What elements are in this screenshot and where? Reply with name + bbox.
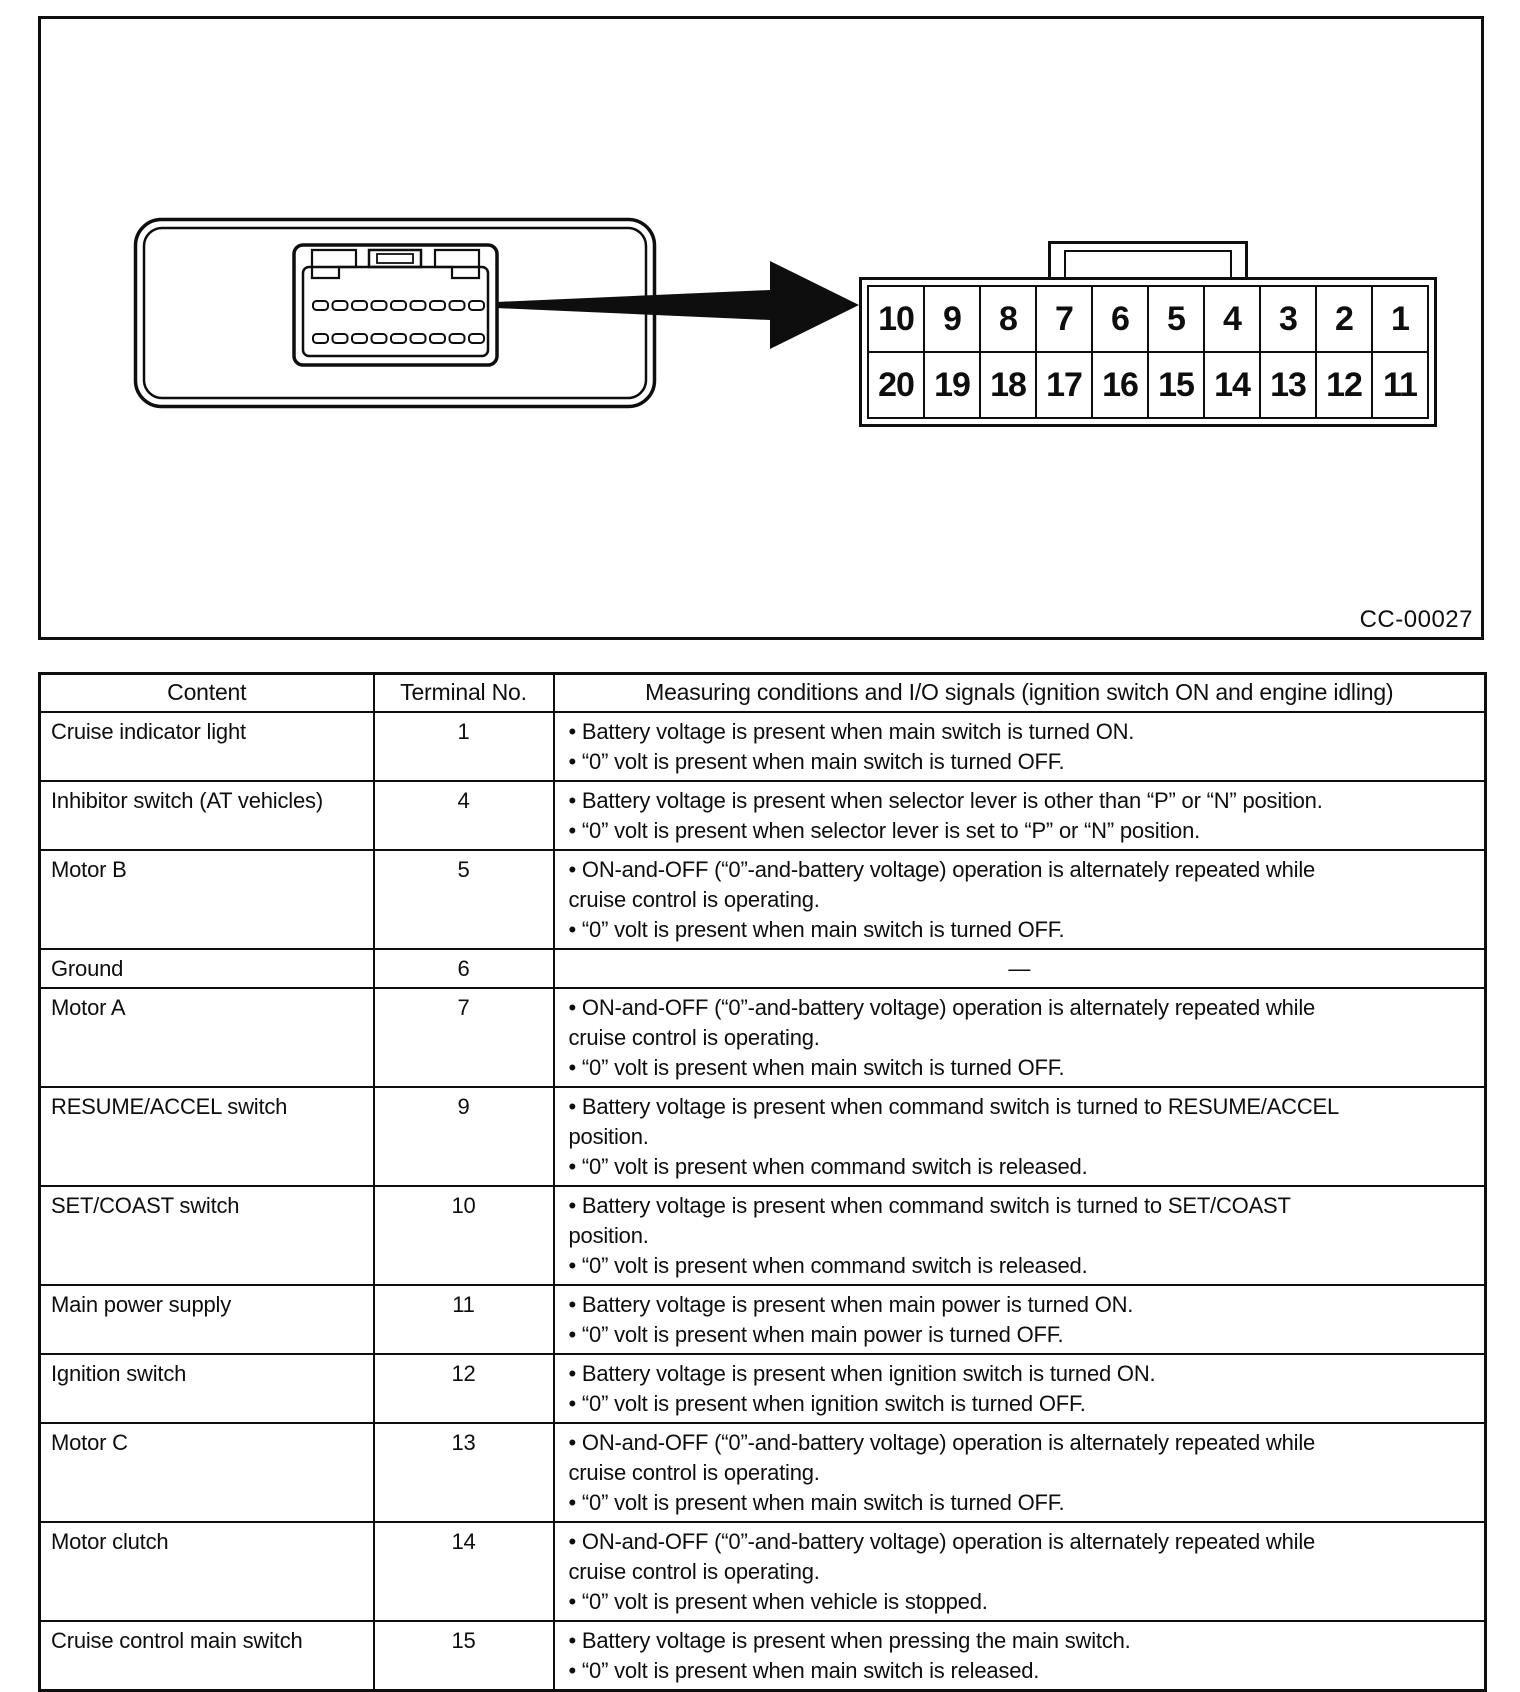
condition-line: • “0” volt is present when vehicle is stopped. (568, 1588, 988, 1614)
content-cell: Ground (40, 949, 374, 988)
pin-cell: 15 (1148, 352, 1204, 418)
io-table-head-row (40, 674, 1486, 712)
content-cell: Ignition switch (40, 1354, 374, 1423)
condition-line: • “0” volt is present when ignition switch is turned OFF. (568, 1390, 1086, 1416)
table-row (40, 1186, 1486, 1285)
condition-line: • ON-and-OFF (“0”-and-battery voltage) operation is alternately repeated while (568, 1429, 1316, 1455)
condition-line: • “0” volt is present when command switch is released. (568, 1153, 1088, 1179)
conditions-cell (554, 1186, 1486, 1285)
io-table-header: Terminal No. (374, 674, 554, 712)
pin-cell: 4 (1204, 286, 1260, 352)
table-row (40, 1087, 1486, 1186)
table-row (40, 1354, 1486, 1423)
content-cell: Motor C (40, 1423, 374, 1522)
io-table-body (40, 712, 1486, 1691)
conditions-cell (554, 988, 1486, 1087)
pin-grid (867, 285, 1429, 419)
condition-line: position. (568, 1222, 649, 1248)
conditions-cell (554, 1285, 1486, 1354)
content-cell: Motor A (40, 988, 374, 1087)
table-row (40, 712, 1486, 781)
terminal-number-cell: 1 (374, 712, 554, 781)
table-row (40, 781, 1486, 850)
conditions-cell (554, 712, 1486, 781)
condition-line: • “0” volt is present when selector lever is set to “P” or “N” position. (568, 817, 1201, 843)
table-row (40, 1621, 1486, 1691)
pin-cell: 5 (1148, 286, 1204, 352)
condition-line: cruise control is operating. (568, 1558, 820, 1584)
conditions-cell (554, 1522, 1486, 1621)
conditions-cell (554, 1087, 1486, 1186)
condition-line: • “0” volt is present when main switch is turned OFF. (568, 748, 1065, 774)
table-row (40, 1423, 1486, 1522)
content-cell: Main power supply (40, 1285, 374, 1354)
table-row (40, 850, 1486, 949)
conditions-cell (554, 781, 1486, 850)
content-cell: Cruise control main switch (40, 1621, 374, 1691)
pin-slots-row-1 (313, 301, 484, 310)
table-row (40, 988, 1486, 1087)
pin-cell: 2 (1316, 286, 1372, 352)
condition-line: • ON-and-OFF (“0”-and-battery voltage) operation is alternately repeated while (568, 1528, 1316, 1554)
terminal-number-cell: 4 (374, 781, 554, 850)
pin-cell: 3 (1260, 286, 1316, 352)
condition-line: • Battery voltage is present when selector lever is other than “P” or “N” position. (568, 787, 1323, 813)
connector-figure (38, 16, 1484, 640)
condition-line: • Battery voltage is present when main power is turned ON. (568, 1291, 1134, 1317)
table-row (40, 1522, 1486, 1621)
pin-cell: 9 (924, 286, 980, 352)
pin-cell: 18 (980, 352, 1036, 418)
conditions-cell (554, 1423, 1486, 1522)
content-cell: RESUME/ACCEL switch (40, 1087, 374, 1186)
content-cell: Motor B (40, 850, 374, 949)
pin-cell: 12 (1316, 352, 1372, 418)
terminal-number-cell: 9 (374, 1087, 554, 1186)
content-cell: Inhibitor switch (AT vehicles) (40, 781, 374, 850)
content-cell: SET/COAST switch (40, 1186, 374, 1285)
condition-line: • ON-and-OFF (“0”-and-battery voltage) operation is alternately repeated while (568, 994, 1316, 1020)
connector-body (859, 277, 1437, 427)
pin-cell: 10 (868, 286, 924, 352)
io-table-header: Measuring conditions and I/O signals (ignition switch ON and engine idling) (554, 674, 1486, 712)
table-row (40, 1285, 1486, 1354)
pin-cell: 13 (1260, 352, 1316, 418)
connector-tab-inner (1064, 250, 1232, 280)
terminal-number-cell: 11 (374, 1285, 554, 1354)
pin-cell: 6 (1092, 286, 1148, 352)
pin-cell: 17 (1036, 352, 1092, 418)
conditions-cell (554, 949, 1486, 988)
conditions-cell (554, 1621, 1486, 1691)
condition-line: • ON-and-OFF (“0”-and-battery voltage) operation is alternately repeated while (568, 856, 1316, 882)
condition-line: • Battery voltage is present when main switch is turned ON. (568, 718, 1135, 744)
table-row (40, 949, 1486, 988)
content-cell: Motor clutch (40, 1522, 374, 1621)
terminal-number-cell: 15 (374, 1621, 554, 1691)
condition-line: cruise control is operating. (568, 1024, 820, 1050)
condition-line: • “0” volt is present when main switch is turned OFF. (568, 916, 1065, 942)
condition-line: cruise control is operating. (568, 1459, 820, 1485)
pin-cell: 8 (980, 286, 1036, 352)
pin-cell: 11 (1372, 352, 1428, 418)
terminal-number-cell: 12 (374, 1354, 554, 1423)
condition-line: • Battery voltage is present when pressing the main switch. (568, 1627, 1131, 1653)
terminal-number-cell: 13 (374, 1423, 554, 1522)
io-table-header: Content (40, 674, 374, 712)
terminal-number-cell: 14 (374, 1522, 554, 1621)
terminal-number-cell: 6 (374, 949, 554, 988)
terminal-number-cell: 7 (374, 988, 554, 1087)
condition-line: • “0” volt is present when main switch is released. (568, 1657, 1040, 1683)
condition-line: • “0” volt is present when main switch is turned OFF. (568, 1489, 1065, 1515)
pin-cell: 20 (868, 352, 924, 418)
io-signal-table (38, 672, 1487, 1692)
condition-line: • Battery voltage is present when command switch is turned to SET/COAST (568, 1192, 1291, 1218)
pin-slots-row-2 (313, 334, 484, 343)
condition-line: cruise control is operating. (568, 886, 820, 912)
condition-line: • Battery voltage is present when ignition switch is turned ON. (568, 1360, 1156, 1386)
pin-numbering-diagram (859, 241, 1437, 427)
conditions-cell (554, 1354, 1486, 1423)
terminal-number-cell: 10 (374, 1186, 554, 1285)
content-cell: Cruise indicator light (40, 712, 374, 781)
condition-line: position. (568, 1123, 649, 1149)
condition-line: — (1008, 955, 1031, 981)
figure-code-label: CC-00027 (1359, 606, 1473, 633)
condition-line: • Battery voltage is present when command switch is turned to RESUME/ACCEL (568, 1093, 1340, 1119)
pin-cell: 1 (1372, 286, 1428, 352)
terminal-number-cell: 5 (374, 850, 554, 949)
condition-line: • “0” volt is present when command switch is released. (568, 1252, 1088, 1278)
pin-cell: 14 (1204, 352, 1260, 418)
pin-cell: 16 (1092, 352, 1148, 418)
conditions-cell (554, 850, 1486, 949)
pointer-arrow-icon (493, 257, 865, 353)
pin-cell: 19 (924, 352, 980, 418)
condition-line: • “0” volt is present when main switch is turned OFF. (568, 1054, 1065, 1080)
condition-line: • “0” volt is present when main power is turned OFF. (568, 1321, 1064, 1347)
pin-cell: 7 (1036, 286, 1092, 352)
